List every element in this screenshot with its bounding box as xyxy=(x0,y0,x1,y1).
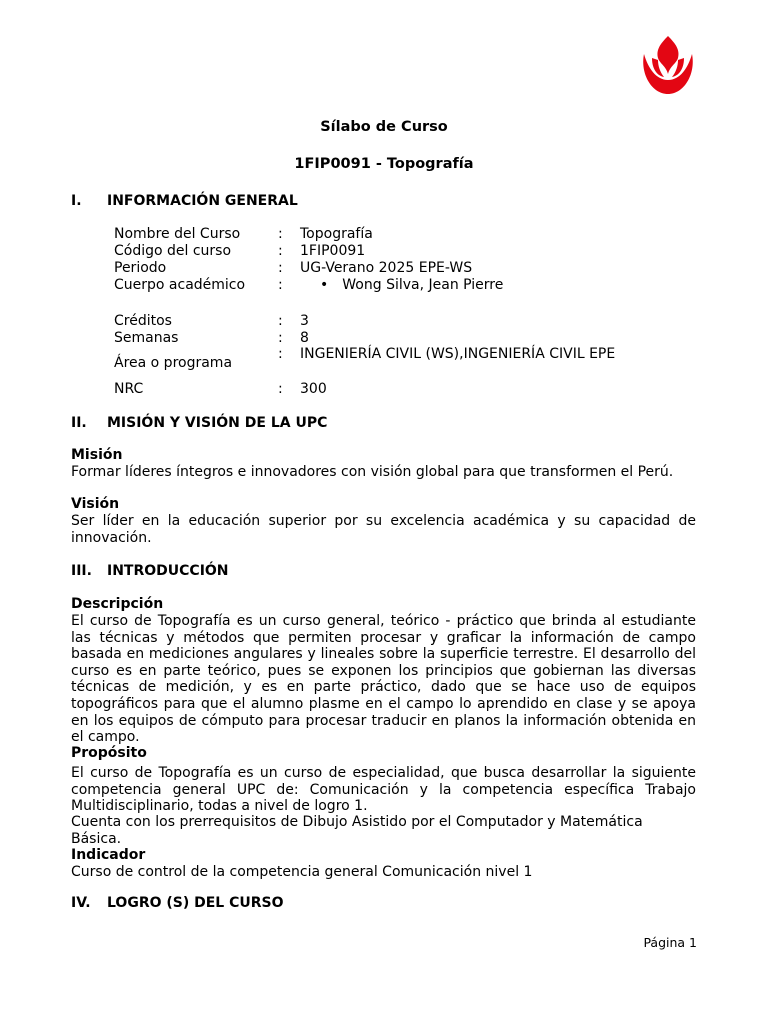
proposito-text-2: Cuenta con los prerrequisitos de Dibujo Asistido por el Computador y Matemática Básica. xyxy=(71,814,643,847)
section-title: INTRODUCCIÓN xyxy=(107,563,229,579)
info-value: 300 xyxy=(300,381,327,397)
section-informacion-general xyxy=(71,193,298,209)
info-colon: : xyxy=(278,277,283,293)
info-row xyxy=(114,346,615,372)
info-label: NRC xyxy=(114,381,144,397)
section-title: INFORMACIÓN GENERAL xyxy=(107,193,298,209)
info-value: 3 xyxy=(300,313,309,329)
proposito-heading: Propósito xyxy=(71,745,147,761)
mision-text: Formar líderes íntegros e innovadores con visión global para que transformen el Perú. xyxy=(71,464,674,480)
descripcion-heading: Descripción xyxy=(71,596,164,612)
info-colon: : xyxy=(278,330,283,346)
info-row xyxy=(114,226,373,243)
info-colon: : xyxy=(278,313,283,329)
section-title: LOGRO (S) DEL CURSO xyxy=(107,895,284,911)
info-value: UG-Verano 2025 EPE-WS xyxy=(300,260,473,276)
page-number: Página 1 xyxy=(643,935,697,950)
info-colon: : xyxy=(278,226,283,242)
vision-heading: Visión xyxy=(71,496,120,512)
info-label: Nombre del Curso xyxy=(114,226,241,242)
bullet-icon: • xyxy=(320,277,329,293)
info-label: Cuerpo académico xyxy=(114,277,246,293)
indicador-text: Curso de control de la competencia general Comunicación nivel 1 xyxy=(71,864,533,880)
info-row xyxy=(114,330,309,347)
info-value: 1FIP0091 xyxy=(300,243,366,259)
info-value: INGENIERÍA CIVIL (WS),INGENIERÍA CIVIL EPE xyxy=(300,346,616,362)
info-label: Semanas xyxy=(114,330,179,346)
proposito-text: El curso de Topografía es un curso de especialidad, que busca desarrollar la siguiente competencia general UPC de: Comunicación y la competencia específica Trabajo Multidisciplinario, todas a nivel de logro 1. xyxy=(71,765,696,815)
document-title: Sílabo de Curso xyxy=(320,119,448,135)
info-label: Código del curso xyxy=(114,243,232,259)
section-introduccion xyxy=(71,563,229,579)
section-number: III. xyxy=(71,563,92,579)
indicador-heading: Indicador xyxy=(71,847,146,863)
descripcion-text: El curso de Topografía es un curso general, teórico - práctico que brinda al estudiante las técnicas y métodos que permiten procesar y graficar la información de campo basada en mediciones angulares y lineales sobre la superficie terrestre. El desarrollo del curso es en parte teórico, pues se exponen los principios que gobiernan las diversas técnicas de medición, y es en parte práctico, dado que se hace uso de equipos topográficos para que el alumno plasme en el campo lo aprendido en clase y se apoya en los equipos de cómputo para procesar traducir en planos la información obtenida en el campo. xyxy=(71,613,696,746)
info-row xyxy=(114,277,503,294)
info-value: 8 xyxy=(300,330,309,346)
section-mision-vision xyxy=(71,415,327,431)
info-colon: : xyxy=(278,243,283,259)
info-colon: : xyxy=(278,346,283,362)
info-row xyxy=(114,313,309,330)
mision-heading: Misión xyxy=(71,447,123,463)
info-label: Área o programa xyxy=(114,355,233,371)
info-label: Periodo xyxy=(114,260,167,276)
info-row xyxy=(114,243,365,260)
vision-text: Ser líder en la educación superior por su excelencia académica y su capacidad de innovación. xyxy=(71,513,696,546)
info-row xyxy=(114,260,472,277)
info-value: Topografía xyxy=(300,226,373,242)
info-colon: : xyxy=(278,381,283,397)
info-colon: : xyxy=(278,260,283,276)
info-value: Wong Silva, Jean Pierre xyxy=(342,277,504,293)
info-label: Créditos xyxy=(114,313,172,329)
upc-logo-icon xyxy=(636,34,700,98)
section-title: MISIÓN Y VISIÓN DE LA UPC xyxy=(107,415,328,431)
info-row xyxy=(114,381,327,398)
section-number: IV. xyxy=(71,895,91,911)
section-logros xyxy=(71,895,284,911)
course-heading: 1FIP0091 - Topografía xyxy=(294,156,474,172)
section-number: II. xyxy=(71,415,87,431)
section-number: I. xyxy=(71,193,82,209)
